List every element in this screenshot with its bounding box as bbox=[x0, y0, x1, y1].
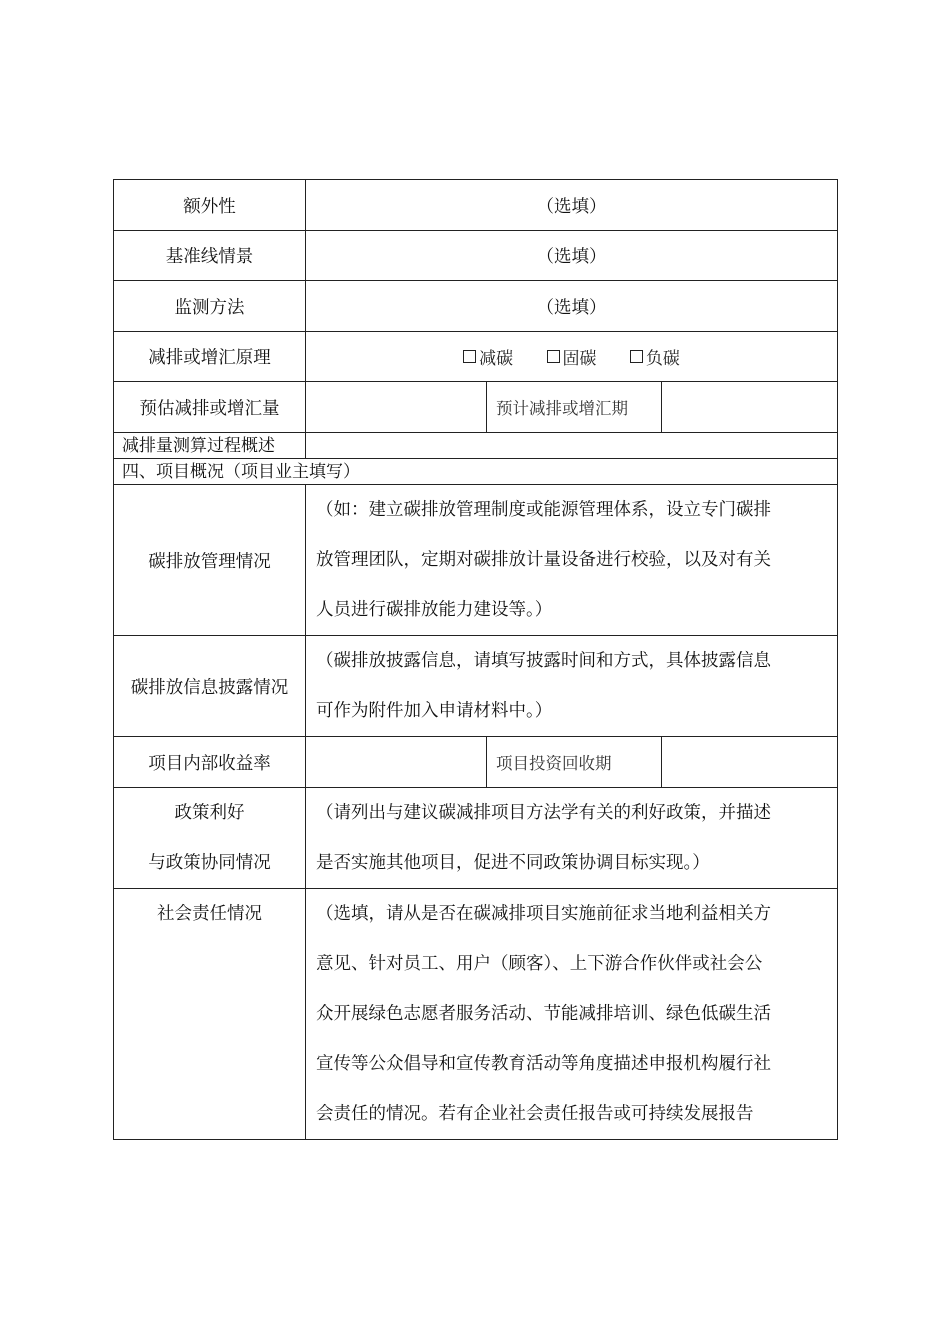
hint-line: （如：建立碳排放管理制度或能源管理体系，设立专门碳排 bbox=[316, 500, 771, 520]
hint-line: 众开展绿色志愿者服务活动、节能减排培训、绿色低碳生活 bbox=[316, 1004, 771, 1024]
hint-line: 人员进行碳排放能力建设等。） bbox=[316, 600, 553, 620]
carbon-management-field[interactable] bbox=[306, 485, 838, 636]
hint-line: （选填，请从是否在碳减排项目实施前征求当地利益相关方 bbox=[316, 904, 771, 924]
hint-line: 意见、针对员工、用户（顾客）、上下游合作伙伴或社会公 bbox=[316, 954, 763, 974]
row-additionality bbox=[114, 180, 838, 231]
row-social-responsibility bbox=[114, 889, 838, 1140]
estimate-period-field[interactable] bbox=[662, 382, 838, 433]
row-carbon-management bbox=[114, 485, 838, 636]
hint-line: 会责任的情况。若有企业社会责任报告或可持续发展报告 bbox=[316, 1104, 754, 1124]
hint-line: 宣传等公众倡导和宣传教育活动等角度描述申报机构履行社 bbox=[316, 1054, 771, 1074]
row-calc bbox=[114, 433, 838, 459]
additionality-value[interactable]: （选填） bbox=[306, 180, 838, 231]
policy-label-line: 与政策协同情况 bbox=[148, 853, 271, 873]
option-label: 固碳 bbox=[562, 349, 597, 369]
hint-line: 可作为附件加入申请材料中。） bbox=[316, 701, 553, 721]
irr-label: 项目内部收益率 bbox=[114, 737, 306, 788]
row-monitoring bbox=[114, 281, 838, 332]
principle-label: 减排或增汇原理 bbox=[114, 332, 306, 382]
disclosure-label: 碳排放信息披露情况 bbox=[114, 636, 306, 737]
section-4-title: 四、项目概况（项目业主填写） bbox=[114, 459, 838, 485]
checkbox-icon[interactable] bbox=[463, 350, 476, 363]
payback-period-field[interactable] bbox=[662, 737, 838, 788]
policy-label-line: 政策利好 bbox=[174, 803, 245, 823]
option-carbon-fixation[interactable] bbox=[547, 344, 597, 369]
social-responsibility-field[interactable] bbox=[306, 889, 838, 1140]
row-disclosure bbox=[114, 636, 838, 737]
checkbox-icon[interactable] bbox=[630, 350, 643, 363]
row-principle bbox=[114, 332, 838, 382]
carbon-management-label: 碳排放管理情况 bbox=[114, 485, 306, 636]
row-baseline bbox=[114, 231, 838, 281]
row-irr bbox=[114, 737, 838, 788]
principle-options bbox=[306, 332, 838, 382]
application-form-table bbox=[113, 179, 838, 1140]
checkbox-icon[interactable] bbox=[547, 350, 560, 363]
hint-line: 放管理团队，定期对碳排放计量设备进行校验，以及对有关 bbox=[316, 550, 771, 570]
additionality-label: 额外性 bbox=[114, 180, 306, 231]
policy-label bbox=[114, 788, 306, 889]
hint-line: （碳排放披露信息，请填写披露时间和方式，具体披露信息 bbox=[316, 651, 771, 671]
calc-label: 减排量测算过程概述 bbox=[114, 433, 306, 459]
estimate-amount-field[interactable] bbox=[306, 382, 487, 433]
hint-line: （请列出与建议碳减排项目方法学有关的利好政策，并描述 bbox=[316, 803, 771, 823]
option-label: 负碳 bbox=[645, 349, 680, 369]
policy-field[interactable] bbox=[306, 788, 838, 889]
irr-field[interactable] bbox=[306, 737, 487, 788]
estimate-period-label: 预计减排或增汇期 bbox=[487, 382, 662, 433]
row-policy bbox=[114, 788, 838, 889]
option-negative-carbon[interactable] bbox=[630, 344, 680, 369]
row-section-4 bbox=[114, 459, 838, 485]
monitoring-value[interactable]: （选填） bbox=[306, 281, 838, 332]
social-responsibility-label: 社会责任情况 bbox=[114, 889, 306, 1140]
monitoring-label: 监测方法 bbox=[114, 281, 306, 332]
baseline-label: 基准线情景 bbox=[114, 231, 306, 281]
baseline-value[interactable]: （选填） bbox=[306, 231, 838, 281]
disclosure-field[interactable] bbox=[306, 636, 838, 737]
payback-period-label: 项目投资回收期 bbox=[487, 737, 662, 788]
estimate-label: 预估减排或增汇量 bbox=[114, 382, 306, 433]
option-label: 减碳 bbox=[479, 349, 514, 369]
calc-field[interactable] bbox=[306, 433, 838, 459]
option-carbon-reduction[interactable] bbox=[463, 344, 513, 369]
hint-line: 是否实施其他项目，促进不同政策协调目标实现。） bbox=[316, 853, 710, 873]
row-estimate bbox=[114, 382, 838, 433]
